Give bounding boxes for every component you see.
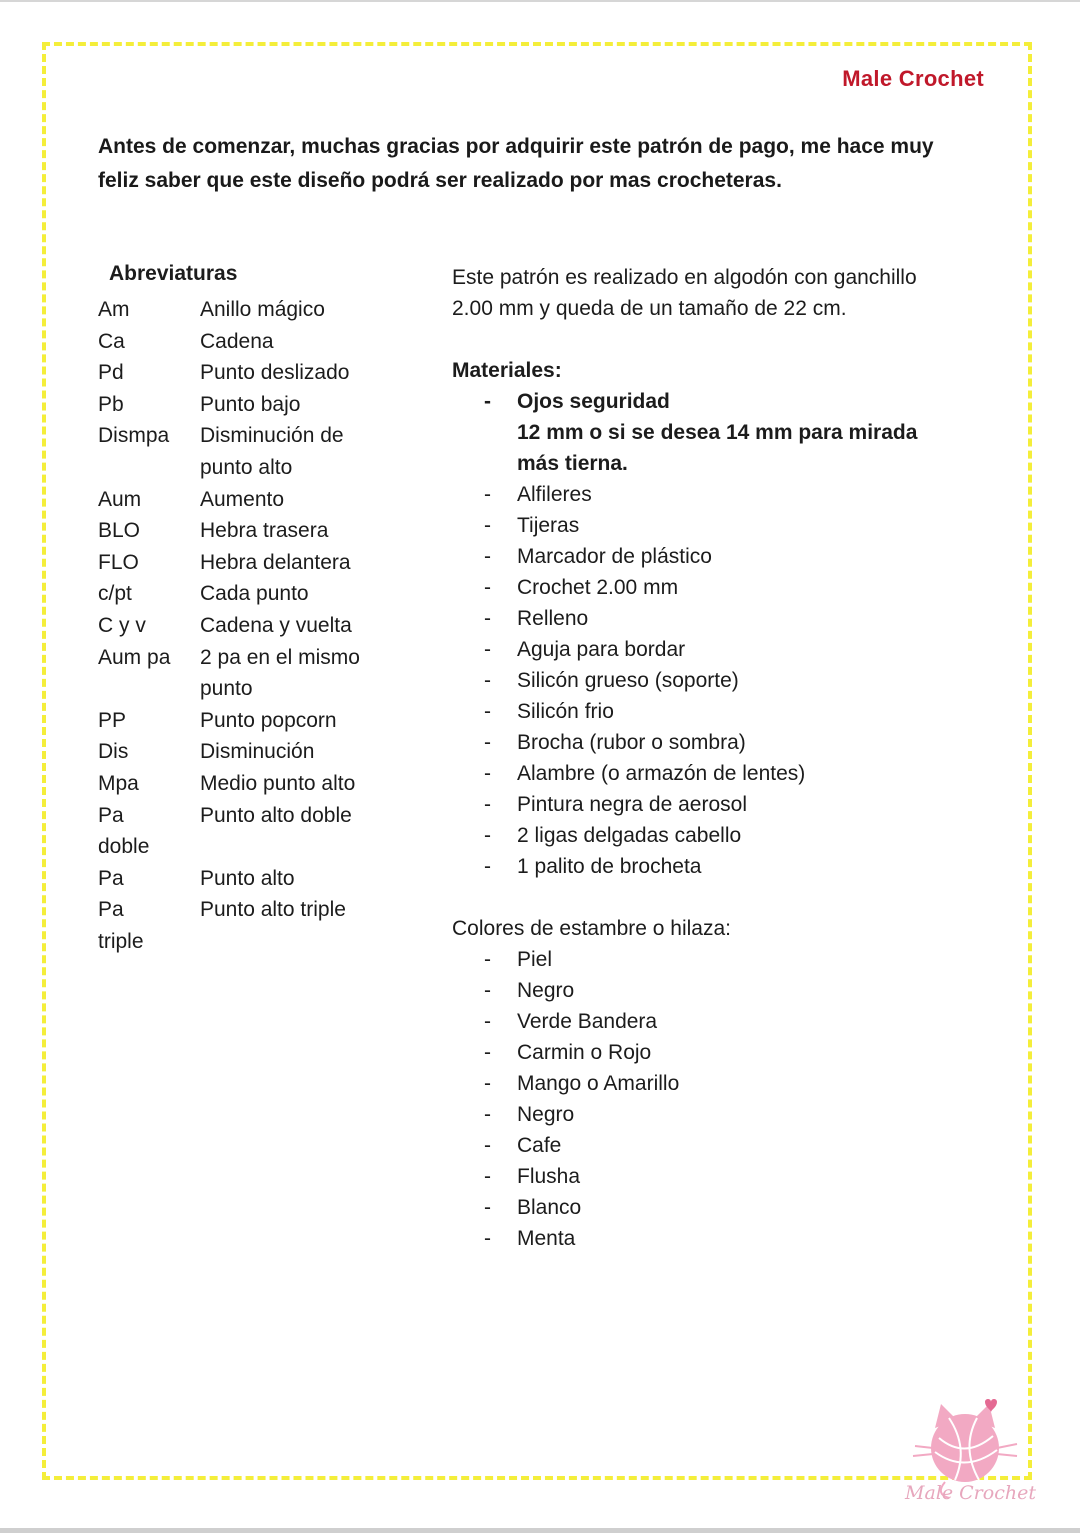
material-item-detail: más tierna. xyxy=(517,452,628,475)
abbreviation-code-line: Ca xyxy=(98,329,125,353)
abbreviation-meaning-line: punto xyxy=(200,677,253,701)
table-row xyxy=(98,642,428,705)
abbreviation-code xyxy=(98,389,200,421)
list-item xyxy=(452,1068,1012,1099)
dash-bullet: - xyxy=(484,514,491,537)
list-item xyxy=(452,944,1012,975)
abbreviation-code-line: C y v xyxy=(98,613,146,637)
abbreviation-meaning-line: Hebra delantera xyxy=(200,550,351,574)
dash-bullet: - xyxy=(484,824,491,847)
list-item xyxy=(452,696,1012,727)
abbreviation-code-line: Pa xyxy=(98,866,124,890)
dash-bullet: - xyxy=(484,1103,491,1126)
abbreviation-code xyxy=(98,768,200,800)
list-item-label: Brocha (rubor o sombra) xyxy=(517,731,746,754)
abbreviation-meaning xyxy=(200,420,428,483)
abbreviation-code-line: Pb xyxy=(98,392,124,416)
list-item xyxy=(452,1037,1012,1068)
dash-bullet: - xyxy=(484,1165,491,1188)
right-column xyxy=(452,262,1012,1254)
abbreviation-code-line: Pd xyxy=(98,361,124,385)
table-row xyxy=(98,800,428,863)
material-item-detail: 12 mm o si se desea 14 mm para mirada xyxy=(517,421,918,444)
list-item xyxy=(452,1130,1012,1161)
list-item-label: Verde Bandera xyxy=(517,1010,658,1033)
table-row xyxy=(98,515,428,547)
list-item-label: Menta xyxy=(517,1227,576,1250)
list-item xyxy=(452,975,1012,1006)
abbreviation-meaning xyxy=(200,294,428,326)
abbreviation-code-line: BLO xyxy=(98,519,141,543)
abbreviation-code xyxy=(98,705,200,737)
list-item-label: 1 palito de brocheta xyxy=(517,855,702,878)
list-item-label: Mango o Amarillo xyxy=(517,1072,680,1095)
abbreviation-code-line: Am xyxy=(98,298,130,321)
list-item xyxy=(452,479,1012,510)
pattern-info-line: Este patrón es realizado en algodón con ganchillo xyxy=(452,266,917,289)
list-item-label: Carmin o Rojo xyxy=(517,1041,652,1064)
list-item-label: 2 ligas delgadas cabello xyxy=(517,824,742,847)
brand-header: Male Crochet xyxy=(842,66,984,91)
list-item xyxy=(452,727,1012,758)
page-edge-top xyxy=(0,0,1080,2)
table-row xyxy=(98,389,428,421)
abbreviation-meaning xyxy=(200,515,428,547)
abbreviations-table xyxy=(98,294,428,957)
abbreviation-code xyxy=(98,326,200,358)
list-item-label: Alambre (o armazón de lentes) xyxy=(517,762,806,785)
abbreviation-code-line: Dis xyxy=(98,740,129,764)
table-row xyxy=(98,610,428,642)
abbreviation-code-line: doble xyxy=(98,835,150,859)
abbreviation-code xyxy=(98,515,200,547)
list-item-label: Marcador de plástico xyxy=(517,545,712,568)
dash-bullet: - xyxy=(484,1227,491,1250)
abbreviation-meaning-line: punto alto xyxy=(200,455,293,479)
abbreviation-code-line: Aum xyxy=(98,487,142,511)
pattern-info xyxy=(452,262,1012,324)
abbreviations-heading: Abreviaturas xyxy=(109,262,238,285)
abbreviation-code-line: FLO xyxy=(98,550,139,574)
list-item xyxy=(452,634,1012,665)
abbreviation-code-line: triple xyxy=(98,929,144,953)
intro-line: Antes de comenzar, muchas gracias por adquirir este patrón de pago, me hace muy xyxy=(98,135,934,158)
colors-heading: Colores de estambre o hilaza: xyxy=(452,917,731,940)
list-item-label: Tijeras xyxy=(517,514,580,537)
list-item xyxy=(452,1099,1012,1130)
abbreviation-code xyxy=(98,357,200,389)
abbreviation-meaning-line: Medio punto alto xyxy=(200,771,356,795)
list-item xyxy=(452,1192,1012,1223)
abbreviation-meaning-line: Punto alto xyxy=(200,866,295,890)
abbreviation-code-line: Aum pa xyxy=(98,645,171,669)
dash-bullet: - xyxy=(484,700,491,723)
intro-paragraph xyxy=(98,130,998,198)
abbreviation-code xyxy=(98,642,200,705)
list-item-label: Blanco xyxy=(517,1196,582,1219)
abbreviation-meaning xyxy=(200,610,428,642)
list-item-label: Crochet 2.00 mm xyxy=(517,576,679,599)
table-row xyxy=(98,768,428,800)
dash-bullet: - xyxy=(484,545,491,568)
table-row xyxy=(98,326,428,358)
intro-line: feliz saber que este diseño podrá ser realizado por mas crocheteras. xyxy=(98,169,782,192)
dash-bullet: - xyxy=(484,1196,491,1219)
abbreviation-meaning-line: Cada punto xyxy=(200,582,309,606)
abbreviation-code-line: c/pt xyxy=(98,582,132,606)
abbreviation-meaning xyxy=(200,894,428,957)
table-row xyxy=(98,705,428,737)
dash-bullet: - xyxy=(484,793,491,816)
list-item-label: Silicón frio xyxy=(517,700,614,723)
list-item xyxy=(452,1223,1012,1254)
list-item-label: Piel xyxy=(517,948,553,971)
abbreviation-meaning xyxy=(200,768,428,800)
abbreviation-meaning xyxy=(200,389,428,421)
abbreviation-meaning-line: Punto deslizado xyxy=(200,361,350,385)
dash-bullet: - xyxy=(484,979,491,1002)
abbreviation-code xyxy=(98,610,200,642)
list-item-label: Negro xyxy=(517,979,575,1002)
list-item-label: Flusha xyxy=(517,1165,581,1188)
dash-bullet: - xyxy=(484,948,491,971)
dash-bullet: - xyxy=(484,1010,491,1033)
list-item xyxy=(452,1161,1012,1192)
dash-bullet: - xyxy=(484,669,491,692)
materials-heading: Materiales: xyxy=(452,359,562,382)
dash-bullet: - xyxy=(484,1134,491,1157)
abbreviation-meaning xyxy=(200,736,428,768)
abbreviation-code xyxy=(98,484,200,516)
dash-bullet: - xyxy=(484,638,491,661)
table-row xyxy=(98,484,428,516)
colors-list xyxy=(452,944,1012,1254)
list-item-label: Aguja para bordar xyxy=(517,638,686,661)
materials-list xyxy=(452,386,1012,882)
table-row xyxy=(98,863,428,895)
abbreviation-code xyxy=(98,736,200,768)
list-item-label: Negro xyxy=(517,1103,575,1126)
abbreviation-meaning-line: Anillo mágico xyxy=(200,298,325,321)
dash-bullet: - xyxy=(484,731,491,754)
pattern-info-line: 2.00 mm y queda de un tamaño de 22 cm. xyxy=(452,297,847,320)
abbreviation-meaning-line: Cadena xyxy=(200,329,274,353)
list-item-label: Silicón grueso (soporte) xyxy=(517,669,739,692)
list-item xyxy=(452,665,1012,696)
list-item-label: Cafe xyxy=(517,1134,562,1157)
list-item xyxy=(452,820,1012,851)
table-row xyxy=(98,578,428,610)
list-item xyxy=(452,386,1012,479)
dash-bullet: - xyxy=(484,576,491,599)
list-item xyxy=(452,603,1012,634)
abbreviation-meaning-line: Punto popcorn xyxy=(200,708,337,732)
list-item xyxy=(452,541,1012,572)
page-edge-bottom xyxy=(0,1528,1080,1533)
material-item-label: Ojos seguridad xyxy=(517,390,670,413)
dash-bullet: - xyxy=(484,483,491,506)
list-item-label: Alfileres xyxy=(517,483,592,506)
table-row xyxy=(98,294,428,326)
abbreviation-meaning-line: Punto alto doble xyxy=(200,803,352,827)
dash-bullet: - xyxy=(484,1041,491,1064)
abbreviation-meaning xyxy=(200,800,428,863)
table-row xyxy=(98,736,428,768)
abbreviation-meaning-line: Disminución xyxy=(200,740,315,764)
abbreviation-code xyxy=(98,547,200,579)
list-item xyxy=(452,851,1012,882)
abbreviation-code-line: Dismpa xyxy=(98,424,170,448)
abbreviation-meaning-line: Aumento xyxy=(200,487,285,511)
abbreviation-meaning xyxy=(200,357,428,389)
abbreviation-meaning xyxy=(200,578,428,610)
list-item xyxy=(452,758,1012,789)
list-item xyxy=(452,789,1012,820)
abbreviation-meaning xyxy=(200,547,428,579)
dash-bullet: - xyxy=(484,855,491,878)
list-item xyxy=(452,510,1012,541)
abbreviation-meaning xyxy=(200,484,428,516)
abbreviation-code xyxy=(98,894,200,957)
table-row xyxy=(98,894,428,957)
abbreviation-code xyxy=(98,420,200,483)
abbreviation-meaning xyxy=(200,863,428,895)
abbreviation-code-line: Pa xyxy=(98,803,124,827)
table-row xyxy=(98,357,428,389)
abbreviation-meaning-line: Punto bajo xyxy=(200,392,301,416)
dash-bullet: - xyxy=(484,762,491,785)
abbreviation-code-line: PP xyxy=(98,708,127,732)
abbreviation-code xyxy=(98,863,200,895)
abbreviation-code-line: Pa xyxy=(98,898,124,922)
table-row xyxy=(98,420,428,483)
abbreviation-meaning-line: Disminución de xyxy=(200,424,344,448)
list-item-label: Relleno xyxy=(517,607,589,630)
dash-bullet: - xyxy=(484,390,491,413)
abbreviation-meaning-line: Hebra trasera xyxy=(200,519,329,543)
abbreviation-meaning xyxy=(200,642,428,705)
abbreviation-meaning-line: 2 pa en el mismo xyxy=(200,645,360,669)
abbreviation-code xyxy=(98,294,200,326)
watermark-text: Male Crochet xyxy=(905,1482,1036,1504)
list-item-label: Pintura negra de aerosol xyxy=(517,793,747,816)
dash-bullet: - xyxy=(484,607,491,630)
abbreviation-meaning-line: Punto alto triple xyxy=(200,898,346,922)
table-row xyxy=(98,547,428,579)
abbreviation-code xyxy=(98,578,200,610)
list-item xyxy=(452,1006,1012,1037)
abbreviation-meaning xyxy=(200,705,428,737)
abbreviation-meaning xyxy=(200,326,428,358)
abbreviation-meaning-line: Cadena y vuelta xyxy=(200,613,352,637)
abbreviation-code-line: Mpa xyxy=(98,771,139,795)
list-item xyxy=(452,572,1012,603)
abbreviation-code xyxy=(98,800,200,863)
dash-bullet: - xyxy=(484,1072,491,1095)
